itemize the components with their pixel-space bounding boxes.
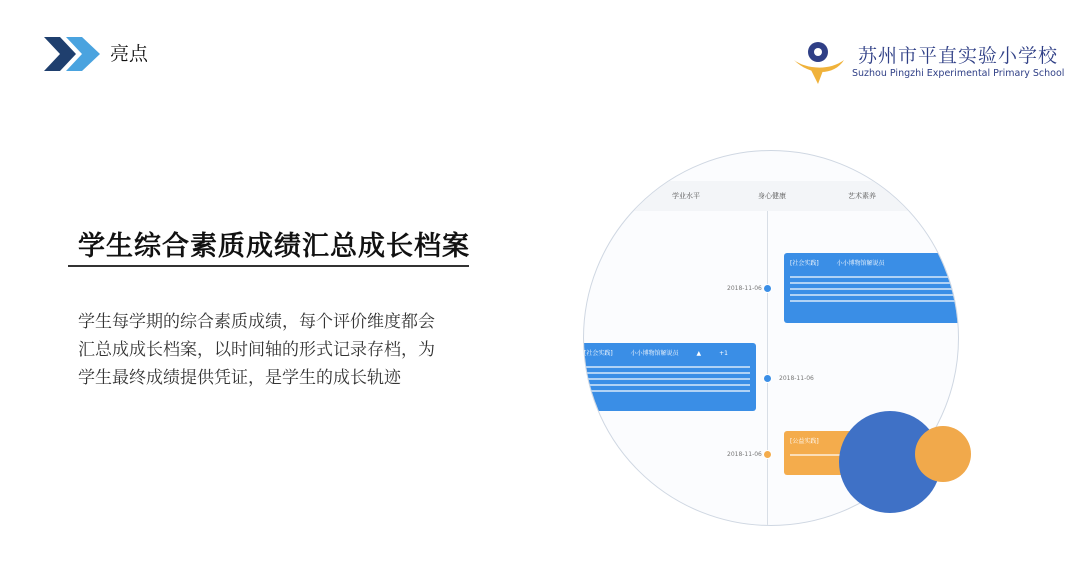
title-underline [68,265,469,267]
timeline-node [763,374,772,383]
school-name-en: Suzhou Pingzhi Experimental Primary School [852,68,1065,79]
card-header [784,253,959,270]
timeline-node [763,284,772,293]
timeline-node [763,450,772,459]
tab-arts[interactable]: 艺术素养 [848,192,876,200]
card-tag: [社会实践] [584,350,613,357]
entry-date: 2018-11-06 [727,285,762,292]
like-count: +1 [719,350,728,357]
card-body-lines [583,360,756,398]
card-tag: [社会实践] [790,260,819,267]
card-tag: [公益实践] [790,438,819,445]
description [78,308,473,392]
school-name-cn: 苏州市平直实验小学校 [858,45,1059,67]
timeline-axis [767,211,768,526]
timeline-card[interactable] [583,343,756,411]
like-icon[interactable]: ▲ [696,350,702,357]
double-chevron-icon [44,37,104,71]
description-line: 汇总成成长档案，以时间轴的形式记录存档，为 [78,340,435,360]
decorative-orange-circle [915,426,971,482]
section-title: 亮点 [110,43,149,65]
tab-health[interactable]: 身心健康 [758,192,786,200]
description-line: 学生最终成绩提供凭证，是学生的成长轨迹 [78,368,401,388]
tab-bar [584,181,958,211]
card-header [583,343,756,360]
card-title: 小小博物馆解说员 [630,350,679,357]
tab-academic[interactable]: 学业水平 [672,192,700,200]
entry-date: 2018-11-06 [727,451,762,458]
entry-date: 2018-11-06 [779,375,814,382]
card-body-lines [784,270,959,308]
card-title: 小小博物馆解说员 [836,260,885,267]
timeline-card[interactable] [784,253,959,323]
page-title: 学生综合素质成绩汇总成长档案 [78,231,470,262]
description-line: 学生每学期的综合素质成绩，每个评价维度都会 [78,312,435,332]
